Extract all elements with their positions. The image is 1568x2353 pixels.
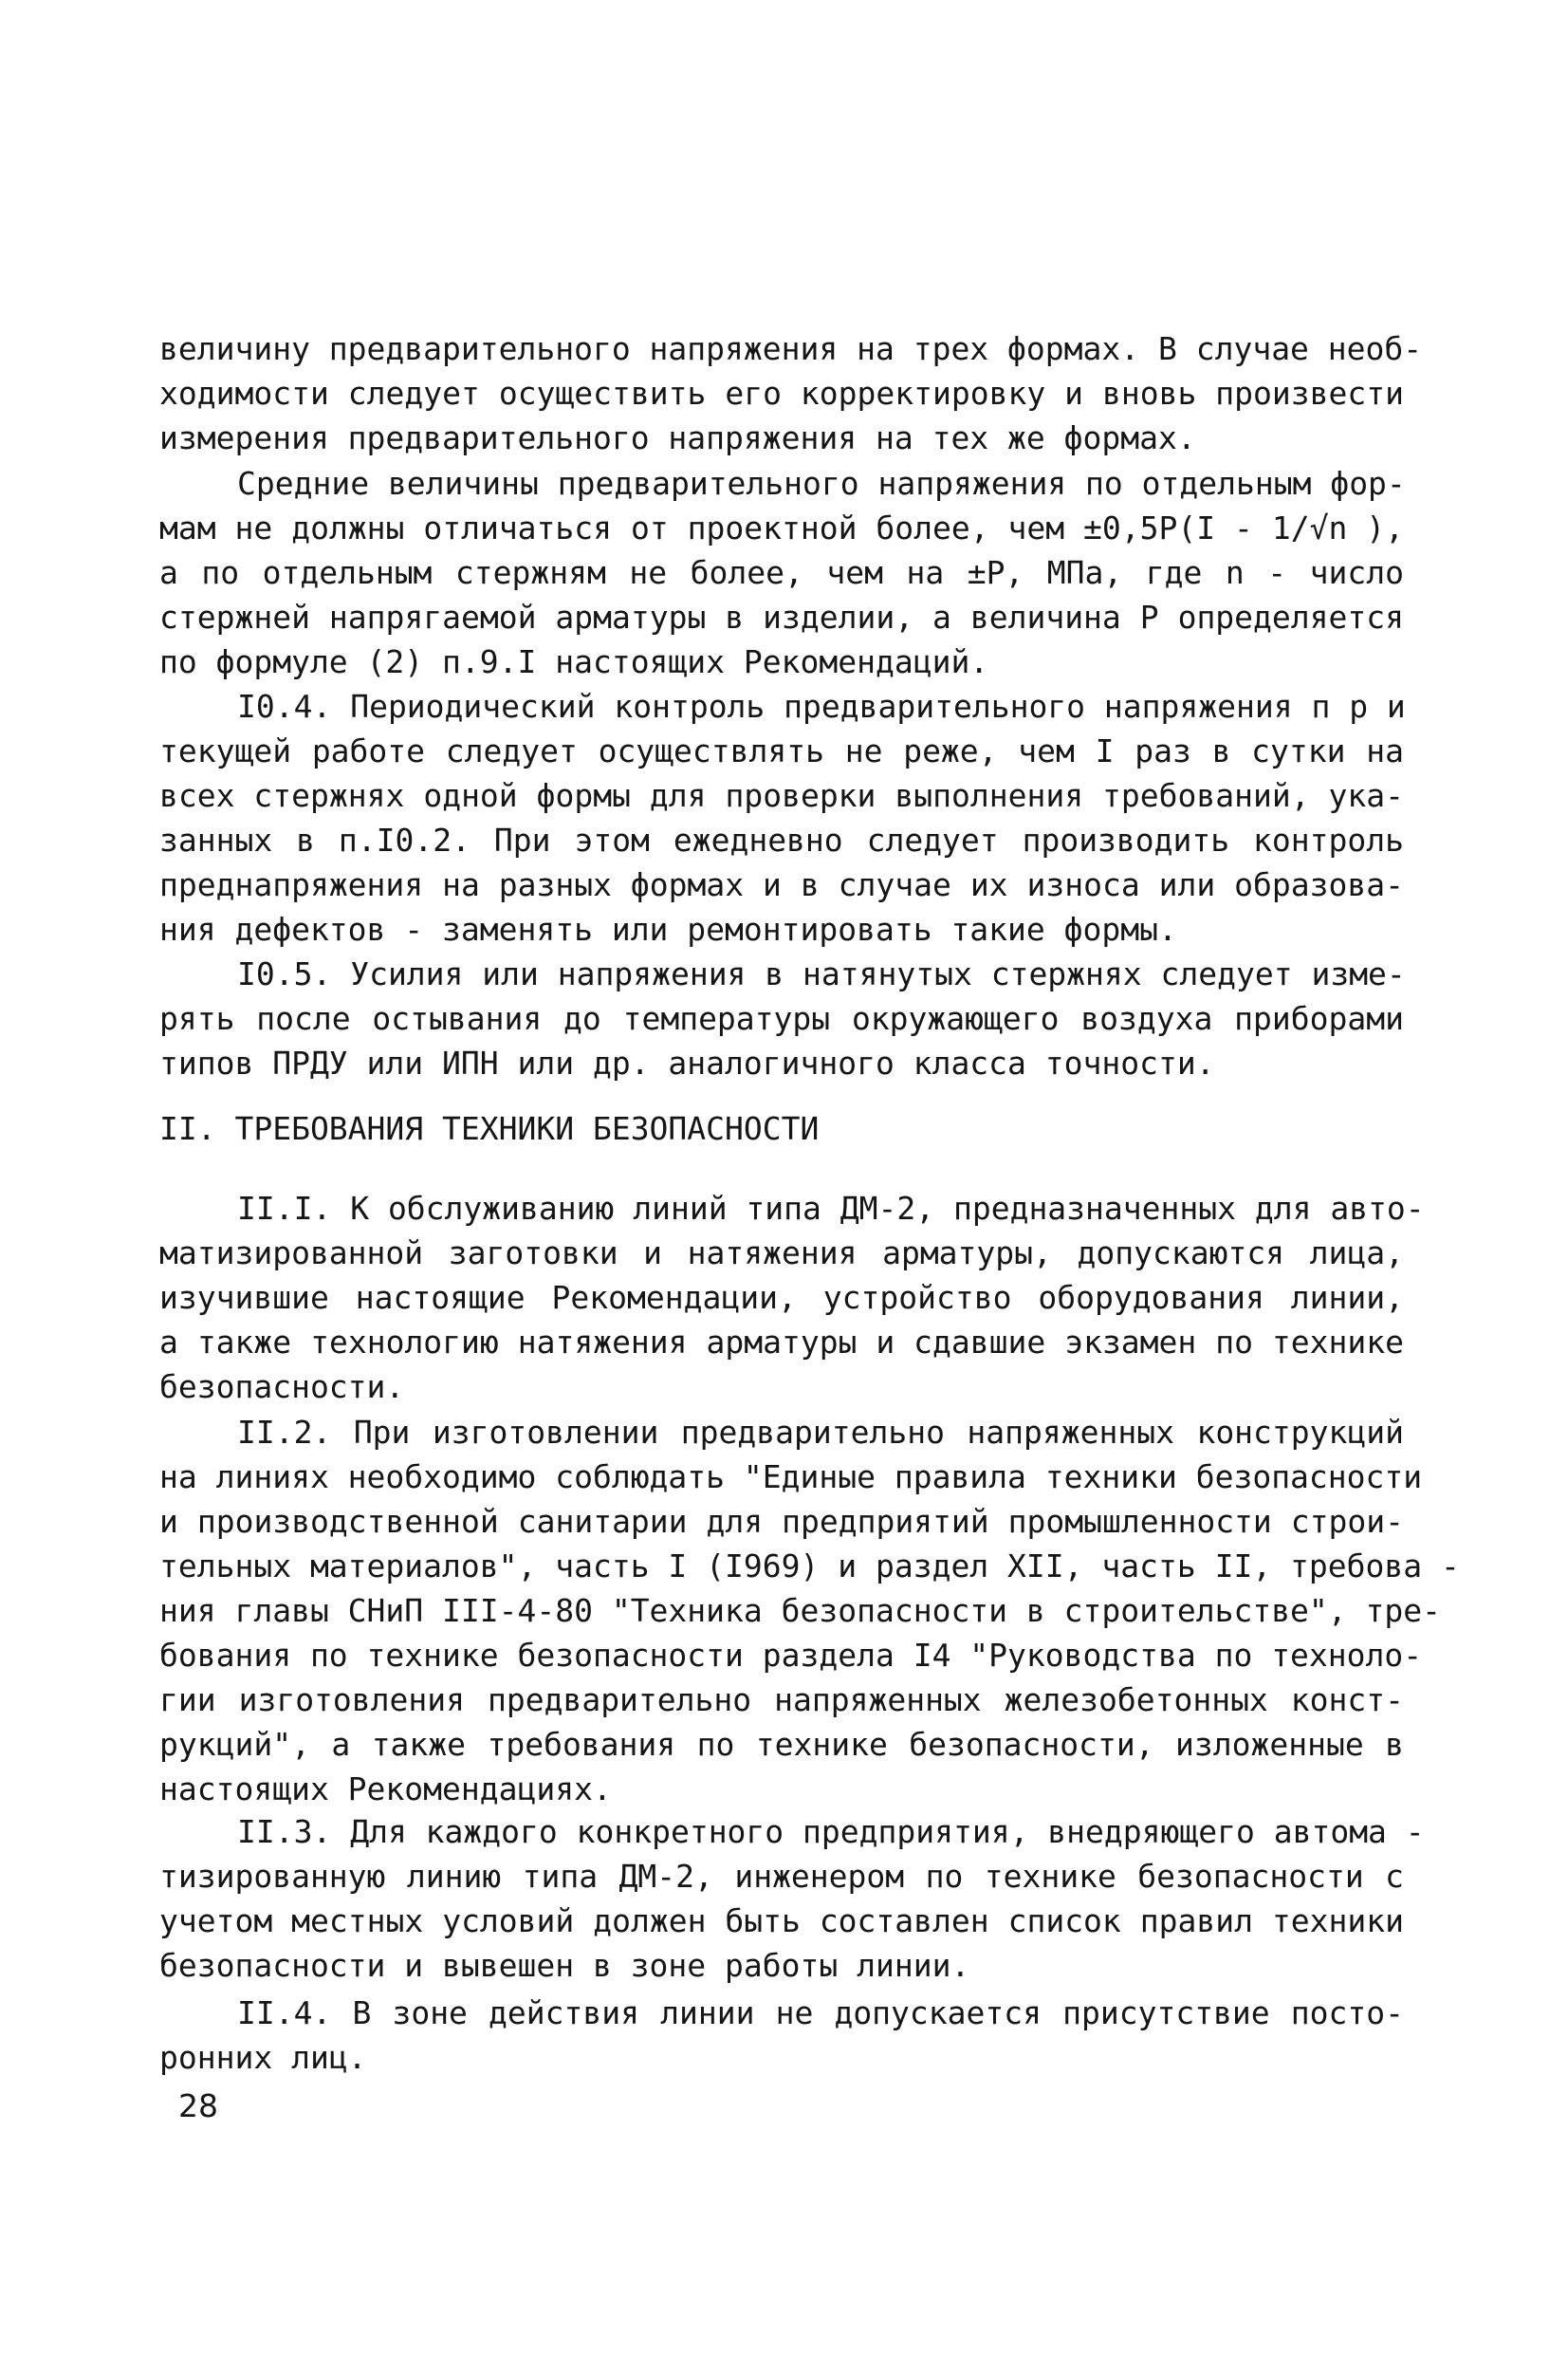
text-line: измерения предварительного напряжения на тех же формах. xyxy=(159,419,1196,456)
paragraph-11-2 xyxy=(159,1410,1460,1811)
text-line: бования по технике безопасности раздела I4 "Руководства по техноло- xyxy=(159,1637,1423,1674)
page-number: 28 xyxy=(178,2087,218,2124)
text-line: ходимости следует осуществить его корректировку и вновь произвести xyxy=(159,375,1404,412)
paragraph-10-5 xyxy=(159,952,1404,1085)
text-line: учетом местных условий должен быть составлен список правил техники xyxy=(159,1902,1404,1939)
text-line: тизированную линию типа ДМ-2, инженером по технике безопасности с xyxy=(159,1858,1404,1895)
paragraph-11-1 xyxy=(159,1186,1425,1409)
text-line: изучившие настоящие Рекомендации, устройство оборудования линии, xyxy=(159,1279,1404,1316)
text-line: рять после остывания до температуры окружающего воздуха приборами xyxy=(159,1000,1404,1037)
text-line: ния дефектов - заменять или ремонтировать такие формы. xyxy=(159,911,1177,948)
text-line: матизированной заготовки и натяжения арматуры, допускаются лица, xyxy=(159,1234,1404,1271)
text-line: настоящих Рекомендациях. xyxy=(159,1770,612,1807)
text-line: безопасности и вывешен в зоне работы линии. xyxy=(159,1947,970,1984)
section-heading: II. ТРЕБОВАНИЯ ТЕХНИКИ БЕЗОПАСНОСТИ xyxy=(159,1110,820,1147)
text-line: рукций", а также требования по технике безопасности, изложенные в xyxy=(159,1726,1404,1763)
paragraph-10-4 xyxy=(159,684,1404,952)
text-line: I0.5. Усилия или напряжения в натянутых стержнях следует изме- xyxy=(237,955,1406,992)
paragraph-average-values xyxy=(159,461,1404,684)
text-line: по формуле (2) п.9.I настоящих Рекомендаций. xyxy=(159,643,989,680)
text-line: типов ПРДУ или ИПН или др. аналогичного класса точности. xyxy=(159,1045,1215,1082)
text-line: и производственной санитарии для предприятий промышленности строи- xyxy=(159,1503,1404,1540)
text-line: на линиях необходимо соблюдать "Единые правила техники безопасности xyxy=(159,1458,1423,1495)
text-line: гии изготовления предварительно напряженных железобетонных конст- xyxy=(159,1681,1404,1718)
text-line: величину предварительного напряжения на трех формах. В случае необ- xyxy=(159,330,1423,367)
text-line: всех стержнях одной формы для проверки выполнения требований, ука- xyxy=(159,777,1404,814)
paragraph-11-3 xyxy=(159,1809,1425,1988)
text-line: ронних лиц. xyxy=(159,2039,367,2076)
text-line: мам не должны отличаться от проектной более, чем ±0,5P(I - 1/√n ), xyxy=(159,510,1404,547)
text-line: безопасности. xyxy=(159,1368,405,1405)
text-line: стержней напрягаемой арматуры в изделии, а величина P определяется xyxy=(159,599,1404,636)
text-line: II.2. При изготовлении предварительно напряженных конструкций xyxy=(237,1414,1404,1451)
text-line: тельных материалов", часть I (I969) и раздел XII, часть II, требова - xyxy=(159,1547,1460,1584)
text-line: текущей работе следует осуществлять не реже, чем I раз в сутки на xyxy=(159,732,1404,769)
text-line: I0.4. Периодический контроль предварительного напряжения п р и xyxy=(237,688,1406,725)
paragraph-continuation xyxy=(159,326,1423,460)
paragraph-11-4 xyxy=(159,1991,1404,2080)
text-line: Средние величины предварительного напряжения по отдельным фор- xyxy=(237,465,1406,502)
text-line: занных в п.I0.2. При этом ежедневно следует производить контроль xyxy=(159,822,1404,859)
text-line: II.I. К обслуживанию линий типа ДМ-2, предназначенных для авто- xyxy=(237,1190,1425,1227)
text-line: а также технологию натяжения арматуры и сдавшие экзамен по технике xyxy=(159,1324,1404,1361)
text-line: II.4. В зоне действия линии не допускается присутствие посто- xyxy=(237,1994,1404,2031)
text-line: ния главы СНиП III-4-80 "Техника безопасности в строительстве", тре- xyxy=(159,1592,1442,1629)
text-line: преднапряжения на разных формах и в случае их износа или образова- xyxy=(159,866,1404,903)
text-line: II.3. Для каждого конкретного предприятия, внедряющего автома - xyxy=(237,1813,1425,1850)
text-line: а по отдельным стержням не более, чем на ±P, МПа, где n - число xyxy=(159,554,1404,591)
